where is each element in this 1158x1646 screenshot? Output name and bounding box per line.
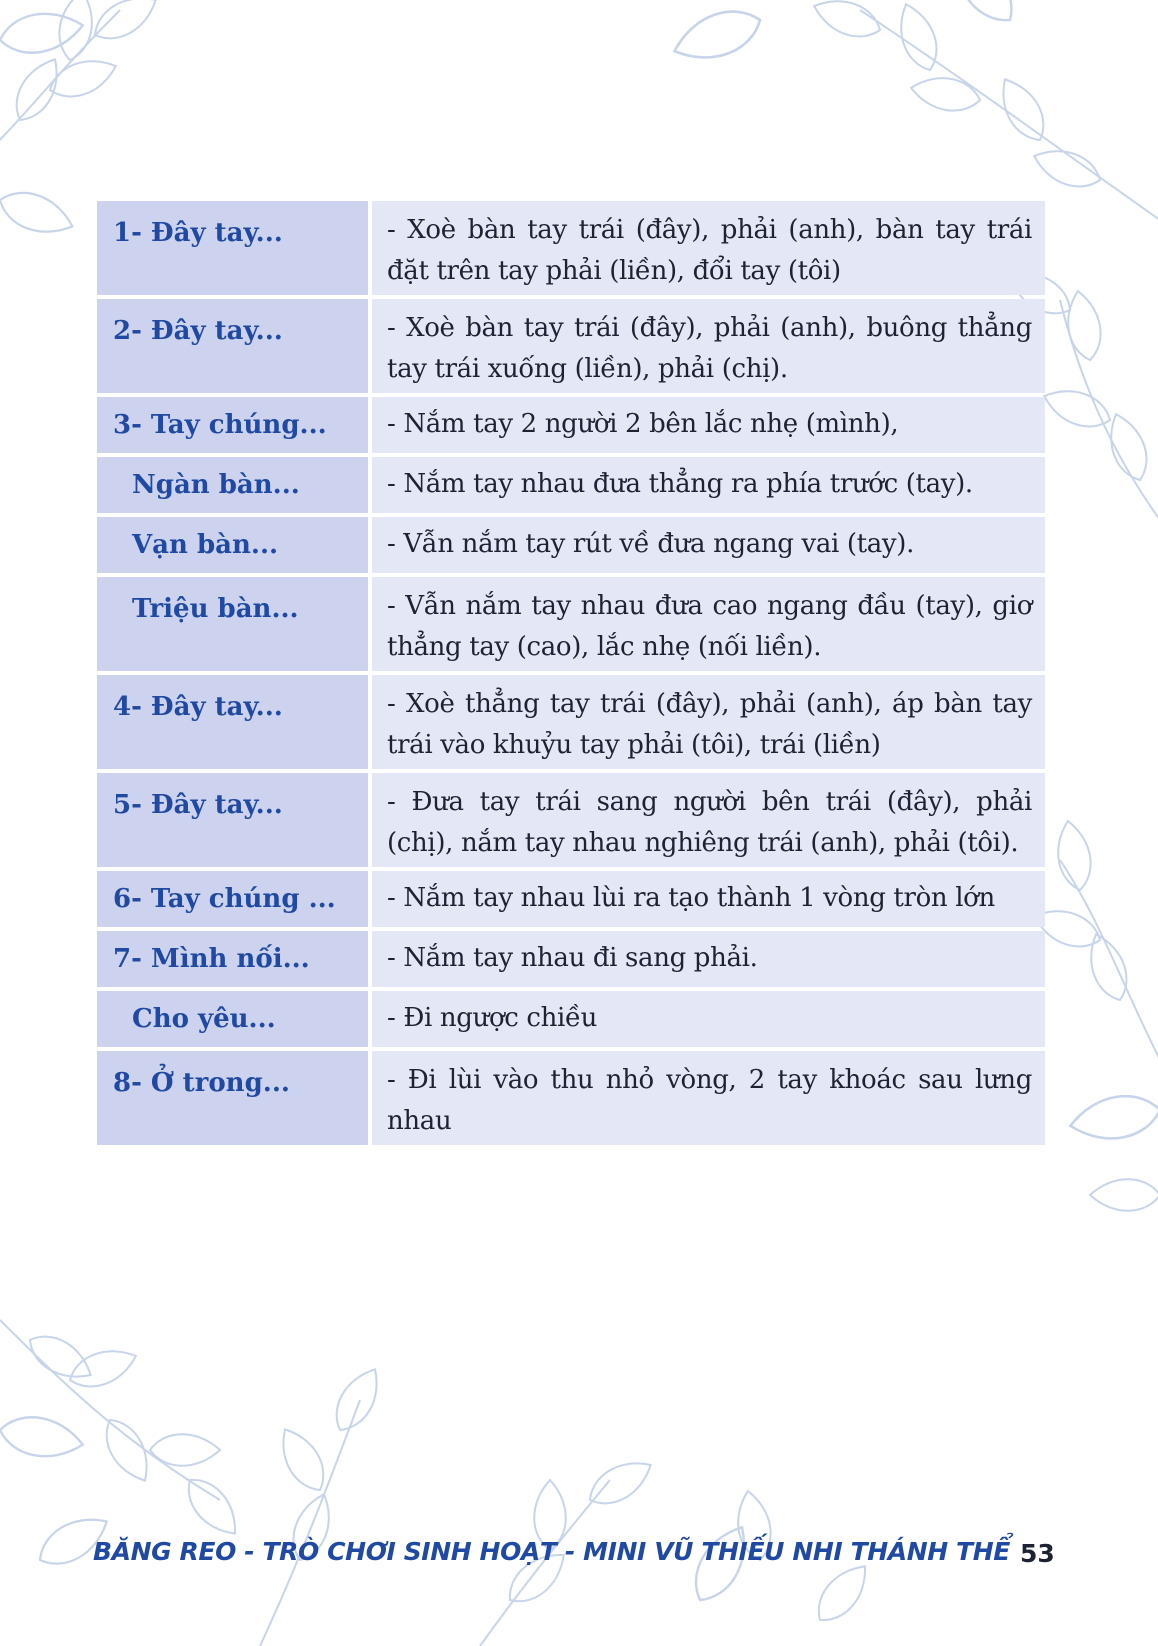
lyric-cell: Cho yêu... (97, 991, 368, 1047)
action-cell: - Nắm tay nhau đi sang phải. (372, 931, 1045, 987)
table-row (97, 931, 1045, 987)
table-row (97, 871, 1045, 927)
action-cell: - Vẫn nắm tay nhau đưa cao ngang đầu (tay), giơ thẳng tay (cao), lắc nhẹ (nối liền). (372, 577, 1045, 671)
action-cell: - Nắm tay nhau lùi ra tạo thành 1 vòng tròn lớn (372, 871, 1045, 927)
lyric-cell: 2- Đây tay... (97, 299, 368, 393)
lyric-cell: Ngàn bàn... (97, 457, 368, 513)
table-row (97, 457, 1045, 513)
lyric-cell: 5- Đây tay... (97, 773, 368, 867)
action-cell: - Đi lùi vào thu nhỏ vòng, 2 tay khoác sau lưng nhau (372, 1051, 1045, 1145)
table-row (97, 201, 1045, 295)
action-cell: - Vẫn nắm tay rút về đưa ngang vai (tay). (372, 517, 1045, 573)
lyric-cell: 1- Đây tay... (97, 201, 368, 295)
lyric-cell: 3- Tay chúng... (97, 397, 368, 453)
table-row (97, 1051, 1045, 1145)
table-row (97, 675, 1045, 769)
lyric-cell: Vạn bàn... (97, 517, 368, 573)
action-cell: - Xoè bàn tay trái (đây), phải (anh), buông thẳng tay trái xuống (liền), phải (chị). (372, 299, 1045, 393)
table-row (97, 517, 1045, 573)
action-cell: - Nắm tay 2 người 2 bên lắc nhẹ (mình), (372, 397, 1045, 453)
table-row (97, 773, 1045, 867)
lyric-cell: 4- Đây tay... (97, 675, 368, 769)
action-cell: - Đưa tay trái sang người bên trái (đây), phải (chị), nắm tay nhau nghiêng trái (anh), phải (tôi). (372, 773, 1045, 867)
table-row (97, 397, 1045, 453)
lyric-cell: 6- Tay chúng ... (97, 871, 368, 927)
table-row (97, 577, 1045, 671)
table-row (97, 299, 1045, 393)
footer-book-title: BĂNG REO - TRÒ CHƠI SINH HOẠT - MINI VŨ THIẾU NHI THÁNH THỂ (93, 1537, 1010, 1566)
lyric-cell: Triệu bàn... (97, 577, 368, 671)
action-cell: - Xoè thẳng tay trái (đây), phải (anh), áp bàn tay trái vào khuỷu tay phải (tôi), trái (liền) (372, 675, 1045, 769)
choreography-table (97, 201, 1045, 1149)
action-cell: - Xoè bàn tay trái (đây), phải (anh), bàn tay trái đặt trên tay phải (liền), đổi tay (tôi) (372, 201, 1045, 295)
action-cell: - Đi ngược chiều (372, 991, 1045, 1047)
action-cell: - Nắm tay nhau đưa thẳng ra phía trước (tay). (372, 457, 1045, 513)
lyric-cell: 7- Mình nối... (97, 931, 368, 987)
lyric-cell: 8- Ở trong... (97, 1051, 368, 1145)
table-row (97, 991, 1045, 1047)
page-number: 53 (1020, 1539, 1055, 1568)
